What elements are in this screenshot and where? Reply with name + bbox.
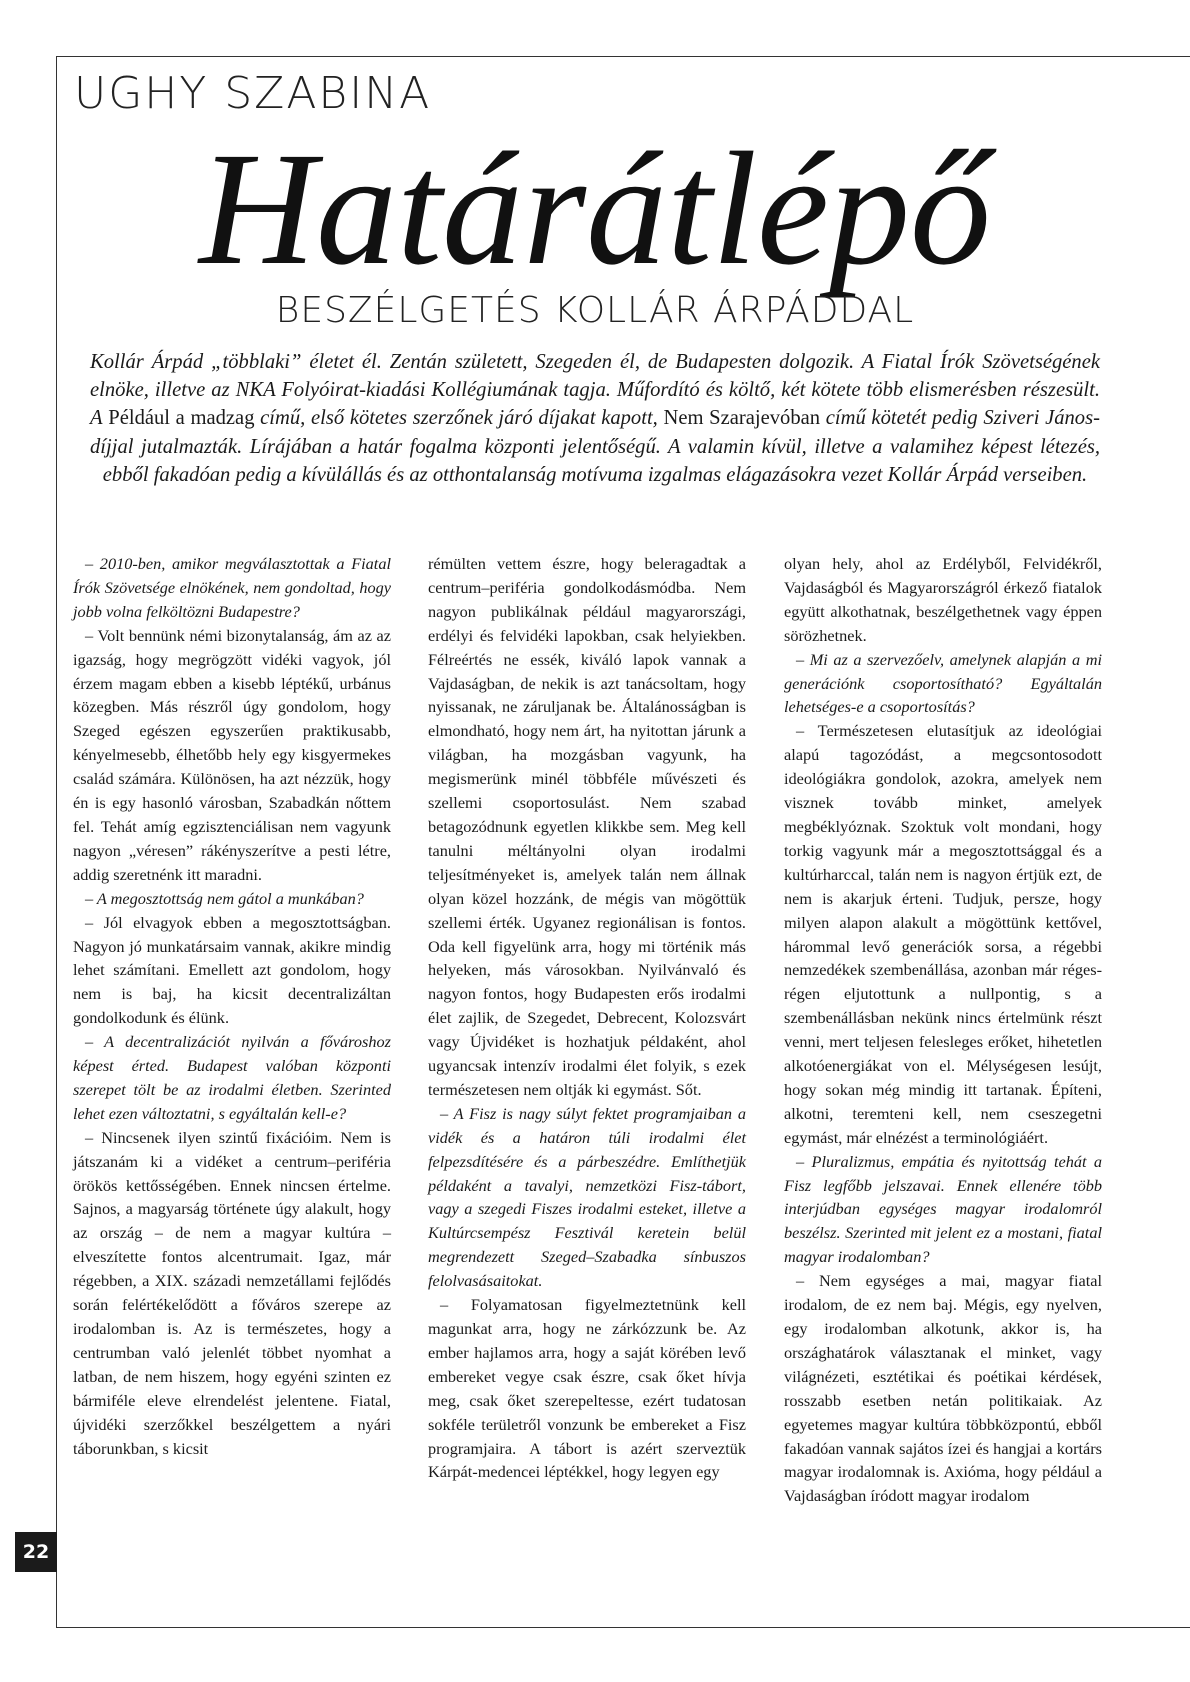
- answer-paragraph: – Folyamatosan figyelmeztetnünk kell magunkat arra, hogy ne zárkózzunk be. Az ember hajlamos arra, hogy a saját körében levő embereket vegye csak észre, csak őket hívja meg, csak őket szerepeltesse, ezért tudatosan sokféle területről vonzunk be embereket a Fisz programjaira. A tábort is azért szerveztük Kárpát-medencei léptékkel, hogy legyen egy: [428, 1295, 746, 1482]
- answer-paragraph: – Nem egységes a mai, magyar fiatal irodalom, de ez nem baj. Mégis, egy nyelven, egy irodalomban alkotunk, akkor is, ha országhatárok választanak el minket, vagy világnézeti, esztétikai és poétikai kérdések, rosszabb esetben netán politikaiak. Az egyetemes magyar kultúra többközpontú, ebből fakadóan vannak sajátos ízei és hangjai a kortárs magyar irodalomnak is. Axióma, hogy például a Vajdaságban íródott magyar irodalom: [784, 1271, 1102, 1506]
- text-column-3: [784, 552, 1102, 1612]
- page-number: 22: [15, 1532, 57, 1572]
- text-column-2: [428, 552, 746, 1612]
- frame-top-line: [56, 56, 1190, 57]
- answer-paragraph: olyan hely, ahol az Erdélyből, Felvidékről, Vajdaságból és Magyarországról érkező fiatalok együtt alkothatnak, beszélgethetnek vagy éppen sörözhetnek.: [784, 554, 1102, 645]
- lead-paragraph: [90, 348, 1100, 489]
- question-paragraph: – A megosztottság nem gátol a munkában?: [85, 888, 364, 908]
- question-paragraph: – A decentralizációt nyilván a fővároshoz képest érted. Budapest valóban központi szerepet tölt be az irodalmi életben. Szerinted lehet ezen változtatni, s egyáltalán kell-e?: [73, 1032, 391, 1123]
- answer-paragraph: – Jól elvagyok ebben a megosztottságban. Nagyon jó munkatársaim vannak, akikre mindig lehet számítani. Emellett azt gondolom, hogy nem is baj, ha kicsit decentralizáltan gondolkodunk és élünk.: [73, 912, 391, 1028]
- answer-paragraph: rémülten vettem észre, hogy beleragadtak a centrum–periféria gondolkodásmódba. Nem nagyon publikálnak például magyarországi, erdélyi és felvidéki lapokban, csak helyiekben. Félreértés ne essék, kiváló lapok vannak a Vajdaságban, de nekik is azt tanácsoltam, hogy nyissanak, ne záruljanak be. Általánosságban is elmondható, hogy nem árt, ha nyitottan járunk a világban, ha mozgásban vagyunk, ha megismerünk minél többféle művészeti és szellemi csoportosulást. Nem szabad betagozódnunk egyetlen klikkbe sem. Meg kell tanulni méltányolni olyan irodalmi teljesítményeket is, amelyek talán nem állnak olyan közel hozzánk, de mégis van mögöttük szellemi érték. Ugyanez regionálisan is fontos. Oda kell figyelünk arra, hogy mi történik más helyeken, más városokban. Nyilvánvaló és nagyon fontos, hogy Budapesten erős irodalmi élet zajlik, de Szegedet, Debrecent, Kolozsvárt vagy Újvidéket is hozhatjuk példaként, ahol ugyancsak intenzív irodalmi élet folyik, s ezek természetesen nem oltják ki egymást. Sőt.: [428, 554, 746, 1099]
- author-name: UGHY SZABINA: [74, 68, 432, 119]
- lead-book-title-1: Például a madzag: [108, 407, 255, 430]
- lead-book-title-2: Nem Szarajevóban: [663, 407, 821, 430]
- frame-bottom-line: [56, 1627, 1190, 1628]
- lead-text-3: című kötetét pedig Sziveri János-díjjal jutalmazták. Lírájában a határ fogalma központi jelentőségű. A valamin kívül, illetve a valamihez képest létezés, ebből fakadóan pedig a kívülállás és az otthontalanság motívuma izgalmas elágazásokra vezet Kollár Árpád verseiben.: [90, 407, 1100, 486]
- question-paragraph: – Mi az a szervezőelv, amelynek alapján a mi generációnk csoportosítható? Egyáltalán lehetséges-e a csoportosítás?: [784, 649, 1102, 717]
- question-paragraph: – 2010-ben, amikor megválasztottak a Fiatal Írók Szövetsége elnökének, nem gondoltad, hogy jobb volna felköltözni Budapestre?: [73, 554, 391, 621]
- answer-paragraph: – Természetesen elutasítjuk az ideológiai alapú tagozódást, a megcsontosodott ideológiákra gondolok, azokra, amelyek nem visznek tovább minket, amelyek megbéklyóznak. Szoktuk volt mondani, hogy torkig vagyunk már a megosztottsággal és a kultúrharccal, talán nem is nagyon értjük ezt, de nem is akarjuk érteni. Tudjuk, persze, hogy milyen alapon alakult a mögöttünk kettővel, hárommal levő generációk sorsa, a régebbi nemzedékek szembenállása, azonban már réges-régen eljutottunk a nullpontig, s a szembenállásban nekünk nincs értelmünk részt venni, mert teljesen felesleges erőket, hihetetlen alkotóenergiákat von el. Mélységesen lesújt, hogy sokan még mindig itt tartanak. Építeni, alkotni, teremteni kell, nem cseszegetni egymást, már elnézést a terminológiáért.: [784, 721, 1102, 1147]
- question-paragraph: – Pluralizmus, empátia és nyitottság tehát a Fisz legfőbb jelszavai. Ennek ellenére több interjúdban egységes magyar irodalomról beszélsz. Szerinted mit jelent ez a mostani, fiatal magyar irodalomban?: [784, 1151, 1102, 1267]
- article-title: Határátlépő: [199, 120, 991, 299]
- lead-text-1: Kollár Árpád „többlaki” életet él. Zentán született, Szegeden él, de Budapesten dolgozik. A Fiatal Írók Szövetségének elnöke, illetve az NKA Folyóirat-kiadási Kollégiumának tagja. Műfordító és költő, két kötete több elismerésben részesült. A: [90, 351, 1100, 430]
- answer-paragraph: – Nincsenek ilyen szintű fixációim. Nem is játszanám ki a vidéket a centrum–periféria örökös kettősségében. Ennek nincsen értelme. Sajnos, a magyarság története úgy alakult, hogy az ország – de nem a magyar kultúra – elveszítette fontos alcentrumait. Igaz, már régebben, a XIX. századi nemzetállami fejlődés során felértékelődött a főváros szerepe az irodalomban is. Az is természetes, hogy a centrumban való jelenlét többet nyomhat a latban, de nem hiszem, hogy egyéni szinten ez bármiféle eleve elrendelést jelentene. Fiatal, újvidéki szerzőkkel beszélgettem a nyári táborunkban, s kicsit: [73, 1127, 391, 1458]
- article-subtitle: BESZÉLGETÉS KOLLÁR ÁRPÁDDAL: [275, 290, 915, 331]
- question-paragraph: – A Fisz is nagy súlyt fektet programjaiban a vidék és a határon túli irodalmi élet felpezsdítésére és a párbeszédre. Említhetjük példaként a tavalyi, nemzetközi Fisz-tábort, vagy a szegedi Fiszes irodalmi esteket, illetve a Kultúrcsempész Fesztivál keretein belül megrendezett Szeged–Szabadka sínbuszos felolvasásaitokat.: [428, 1103, 746, 1291]
- lead-text-2: című, első kötetes szerzőnek járó díjakat kapott,: [260, 407, 658, 430]
- text-column-1: [73, 552, 391, 1612]
- answer-paragraph: – Volt bennünk némi bizonytalanság, ám az az igazság, hogy megrögzött vidéki vagyok, jól érzem magam ebben a kisebb léptékű, urbánus közegben. Más részről úgy gondolom, hogy Szeged egészen egyszerűen praktikusabb, kényelmesebb, élhetőbb hely egy kisgyermekes család számára. Különösen, ha azt nézzük, hogy én is egy hasonló városban, Szabadkán nőttem fel. Tehát amíg egzisztenciálisan nem vagyunk nagyon „véresen” rákényszerítve a pesti létre, addig szeretnénk itt maradni.: [73, 625, 391, 884]
